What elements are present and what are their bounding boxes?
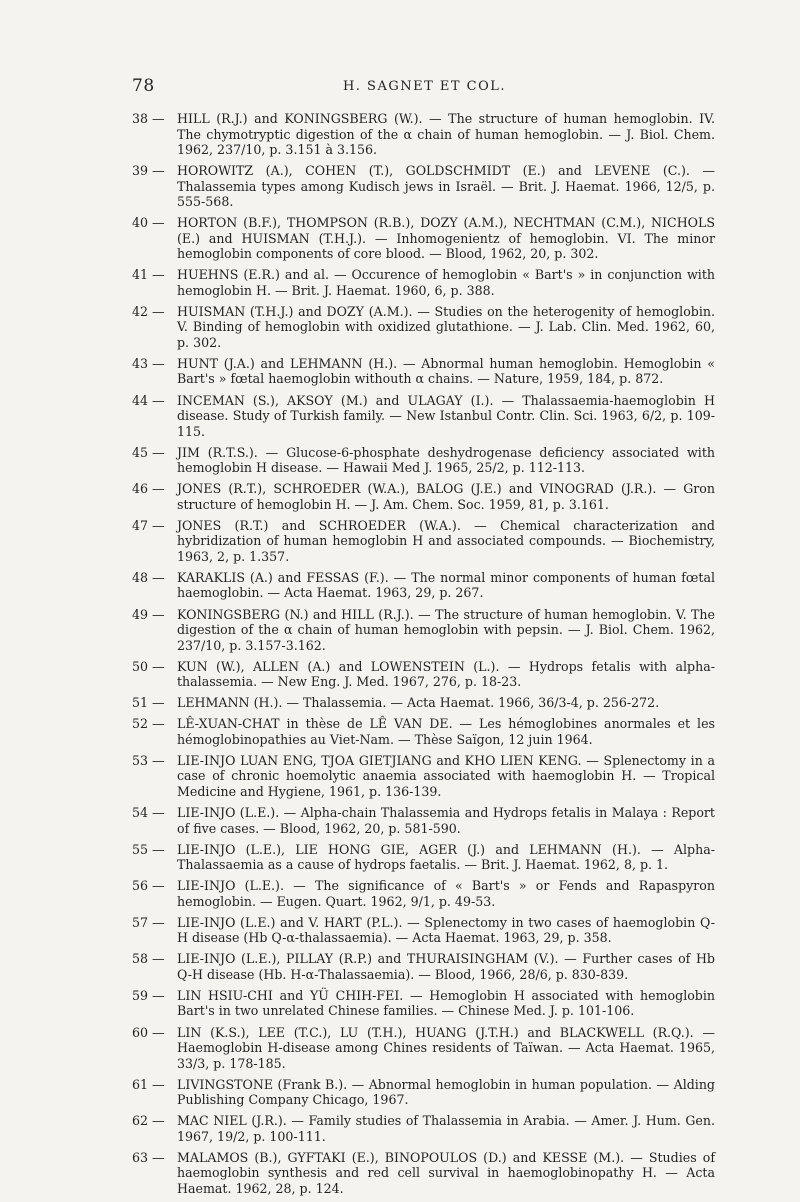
reference-item <box>132 445 715 476</box>
reference-item <box>132 607 715 654</box>
reference-text: JONES (R.T.) and SCHROEDER (W.A.). — Chemical characterization and hybridization of human hemoglobin H and associated compounds. — Biochemistry, 1963, 2, p. 1.357. <box>177 517 715 564</box>
reference-text: MALAMOS (B.), GYFTAKI (E.), BINOPOULOS (D.) and KESSE (M.). — Studies of haemoglobin synthesis and red cell survival in haemoglobinopathy H. — Acta Haemat. 1962, 28, p. 124. <box>177 1149 715 1196</box>
reference-item <box>132 1113 715 1144</box>
reference-text: KARAKLIS (A.) and FESSAS (F.). — The normal minor components of human fœtal haemoglobin. — Acta Haemat. 1963, 29, p. 267. <box>177 569 715 601</box>
reference-item <box>132 215 715 262</box>
reference-item <box>132 695 715 711</box>
reference-text: JONES (R.T.), SCHROEDER (W.A.), BALOG (J.E.) and VINOGRAD (J.R.). — Gron structure of hemoglobin H. — J. Am. Chem. Soc. 1959, 81, p. 3.161. <box>177 481 715 512</box>
reference-item <box>132 356 715 387</box>
reference-text: HUEHNS (E.R.) and al. — Occurence of hemoglobin « Bart's » in conjunction with hemoglobin H. — Brit. J. Haemat. 1960, 6, p. 388. <box>177 267 715 298</box>
reference-text: HOROWITZ (A.), COHEN (T.), GOLDSCHMIDT (E.) and LEVENE (C.). — Thalassemia types among Kudisch jews in Israël. — Brit. J. Haemat. 1966, 12/5, p. 555-568. <box>177 163 715 210</box>
reference-number: 61 — <box>132 1076 165 1092</box>
reference-number: 38 — <box>132 111 165 126</box>
page-number: 78 <box>132 76 155 96</box>
reference-number: 40 — <box>132 215 165 231</box>
reference-number: 48 — <box>132 569 165 585</box>
reference-text: MAC NIEL (J.R.). — Family studies of Thalassemia in Arabia. — Amer. J. Hum. Gen. 1967, 19/2, p. 100-111. <box>177 1113 715 1144</box>
reference-number: 44 — <box>132 392 165 408</box>
running-head: H. SAGNET ET COL. <box>342 79 507 94</box>
reference-number: 53 — <box>132 752 165 768</box>
reference-text: LIE-INJO (L.E.). — Alpha-chain Thalassemia and Hydrops fetalis in Malaya : Report of five cases. — Blood, 1962, 20, p. 581-590. <box>177 805 715 836</box>
reference-text: HUNT (J.A.) and LEHMANN (H.). — Abnormal human hemoglobin. Hemoglobin « Bart's » fœtal haemoglobin withouth α chains. — Nature, 1959, 184, p. 872. <box>177 355 715 387</box>
reference-number: 49 — <box>132 606 165 622</box>
reference-item <box>132 518 715 565</box>
reference-number: 56 — <box>132 878 165 894</box>
reference-item <box>132 716 715 747</box>
reference-number: 42 — <box>132 303 165 319</box>
reference-item <box>132 1150 715 1197</box>
reference-number: 57 — <box>132 914 165 930</box>
reference-text: HUISMAN (T.H.J.) and DOZY (A.M.). — Studies on the heterogenity of hemoglobin. V. Binding of hemoglobin with oxidized glutathione. — J. Lab. Clin. Med. 1962, 60, p. 302. <box>177 303 715 350</box>
reference-text: LIE-INJO (L.E.), PILLAY (R.P.) and THURAISINGHAM (V.). — Further cases of Hb Q-H disease (Hb. H-α-Thalassaemia). — Blood, 1966, 28/6, p. 830-839. <box>177 951 715 982</box>
reference-text: LÊ-XUAN-CHAT in thèse de LÊ VAN DE. — Les hémoglobines anormales et les hémoglobinopathies au Viet-Nam. — Thèse Saïgon, 12 juin 1964. <box>177 716 715 747</box>
reference-text: INCEMAN (S.), AKSOY (M.) and ULAGAY (I.). — Thalassaemia-haemoglobin H disease. Study of Turkish family. — New Istanbul Contr. Clin. Sci. 1963, 6/2, p. 109-115. <box>177 392 715 439</box>
page-header <box>132 76 717 100</box>
reference-text: LIE-INJO (L.E.). — The significance of « Bart's » or Fends and Rapaspyron hemoglobin. — Eugen. Quart. 1962, 9/1, p. 49-53. <box>177 878 715 909</box>
reference-item <box>132 111 715 158</box>
reference-text: KUN (W.), ALLEN (A.) and LOWENSTEIN (L.). — Hydrops fetalis with alpha-thalassemia. — New Eng. J. Med. 1967, 276, p. 18-23. <box>177 658 715 690</box>
reference-number: 52 — <box>132 716 165 732</box>
reference-item <box>132 915 715 946</box>
reference-number: 41 — <box>132 267 165 283</box>
reference-number: 46 — <box>132 481 165 497</box>
reference-item <box>132 267 715 298</box>
reference-text: LIE-INJO (L.E.) and V. HART (P.L.). — Splenectomy in two cases of haemoglobin Q-H disease (Hb Q-α-thalassaemia). — Acta Haemat. 1963, 29, p. 358. <box>177 914 715 946</box>
reference-number: 58 — <box>132 951 165 967</box>
reference-item <box>132 878 715 909</box>
reference-text: LEHMANN (H.). — Thalassemia. — Acta Haemat. 1966, 36/3-4, p. 256-272. <box>177 695 660 711</box>
reference-number: 43 — <box>132 355 165 371</box>
reference-item <box>132 481 715 512</box>
reference-item <box>132 393 715 440</box>
reference-number: 45 — <box>132 444 165 460</box>
reference-item <box>132 753 715 800</box>
reference-item <box>132 951 715 982</box>
reference-number: 39 — <box>132 163 165 179</box>
reference-number: 62 — <box>132 1113 165 1129</box>
reference-item <box>132 805 715 836</box>
reference-number: 47 — <box>132 517 165 533</box>
reference-text: HILL (R.J.) and KONINGSBERG (W.). — The structure of human hemoglobin. IV. The chymotryptic digestion of the α chain of human hemoglobin. — J. Biol. Chem. 1962, 237/10, p. 3.151 à 3.156. <box>177 111 715 157</box>
reference-item <box>132 304 715 351</box>
reference-number: 55 — <box>132 841 165 857</box>
reference-text: LIN (K.S.), LEE (T.C.), LU (T.H.), HUANG (J.T.H.) and BLACKWELL (R.Q.). — Haemoglobin H-disease among Chines residents of Taïwan. — Acta Haemat. 1965, 33/3, p. 178-185. <box>177 1024 715 1071</box>
reference-number: 51 — <box>132 695 165 711</box>
reference-item <box>132 1077 715 1108</box>
reference-text: HORTON (B.F.), THOMPSON (R.B.), DOZY (A.M.), NECHTMAN (C.M.), NICHOLS (E.) and HUISMAN (T.H.J.). — Inhomogenientz of hemoglobin. VI. The minor hemoglobin components of core blood. — Blood, 1962, 20, p. 302. <box>177 215 715 262</box>
reference-text: JIM (R.T.S.). — Glucose-6-phosphate deshydrogenase deficiency associated with hemoglobin H disease. — Hawaii Med J. 1965, 25/2, p. 112-113. <box>177 444 715 476</box>
reference-number: 60 — <box>132 1024 165 1040</box>
reference-text: KONINGSBERG (N.) and HILL (R.J.). — The structure of human hemoglobin. V. The digestion of the α chain of human hemoglobin with pepsin. — J. Biol. Chem. 1962, 237/10, p. 3.157-3.162. <box>177 606 715 653</box>
reference-text: LIE-INJO (L.E.), LIE HONG GIE, AGER (J.) and LEHMANN (H.). — Alpha-Thalassaemia as a cause of hydrops faetalis. — Brit. J. Haemat. 1962, 8, p. 1. <box>177 841 715 873</box>
reference-item <box>132 570 715 601</box>
reference-text: LIN HSIU-CHI and YÜ CHIH-FEI. — Hemoglobin H associated with hemoglobin Bart's in two unrelated Chinese families. — Chinese Med. J. p. 101-106. <box>177 987 715 1019</box>
reference-item <box>132 988 715 1019</box>
reference-item <box>132 659 715 690</box>
reference-item <box>132 842 715 873</box>
reference-text: LIVINGSTONE (Frank B.). — Abnormal hemoglobin in human population. — Alding Publishing Company Chicago, 1967. <box>177 1076 715 1108</box>
reference-number: 63 — <box>132 1149 165 1165</box>
reference-text: LIE-INJO LUAN ENG, TJOA GIETJIANG and KHO LIEN KENG. — Splenectomy in a case of chronic hoemolytic anaemia associated with haemoglobin H. — Tropical Medicine and Hygiene, 1961, p. 136-139. <box>177 752 715 799</box>
reference-number: 50 — <box>132 658 165 674</box>
reference-list <box>132 111 715 1202</box>
reference-item <box>132 163 715 210</box>
reference-item <box>132 1025 715 1072</box>
reference-number: 59 — <box>132 987 165 1003</box>
reference-number: 54 — <box>132 805 165 820</box>
